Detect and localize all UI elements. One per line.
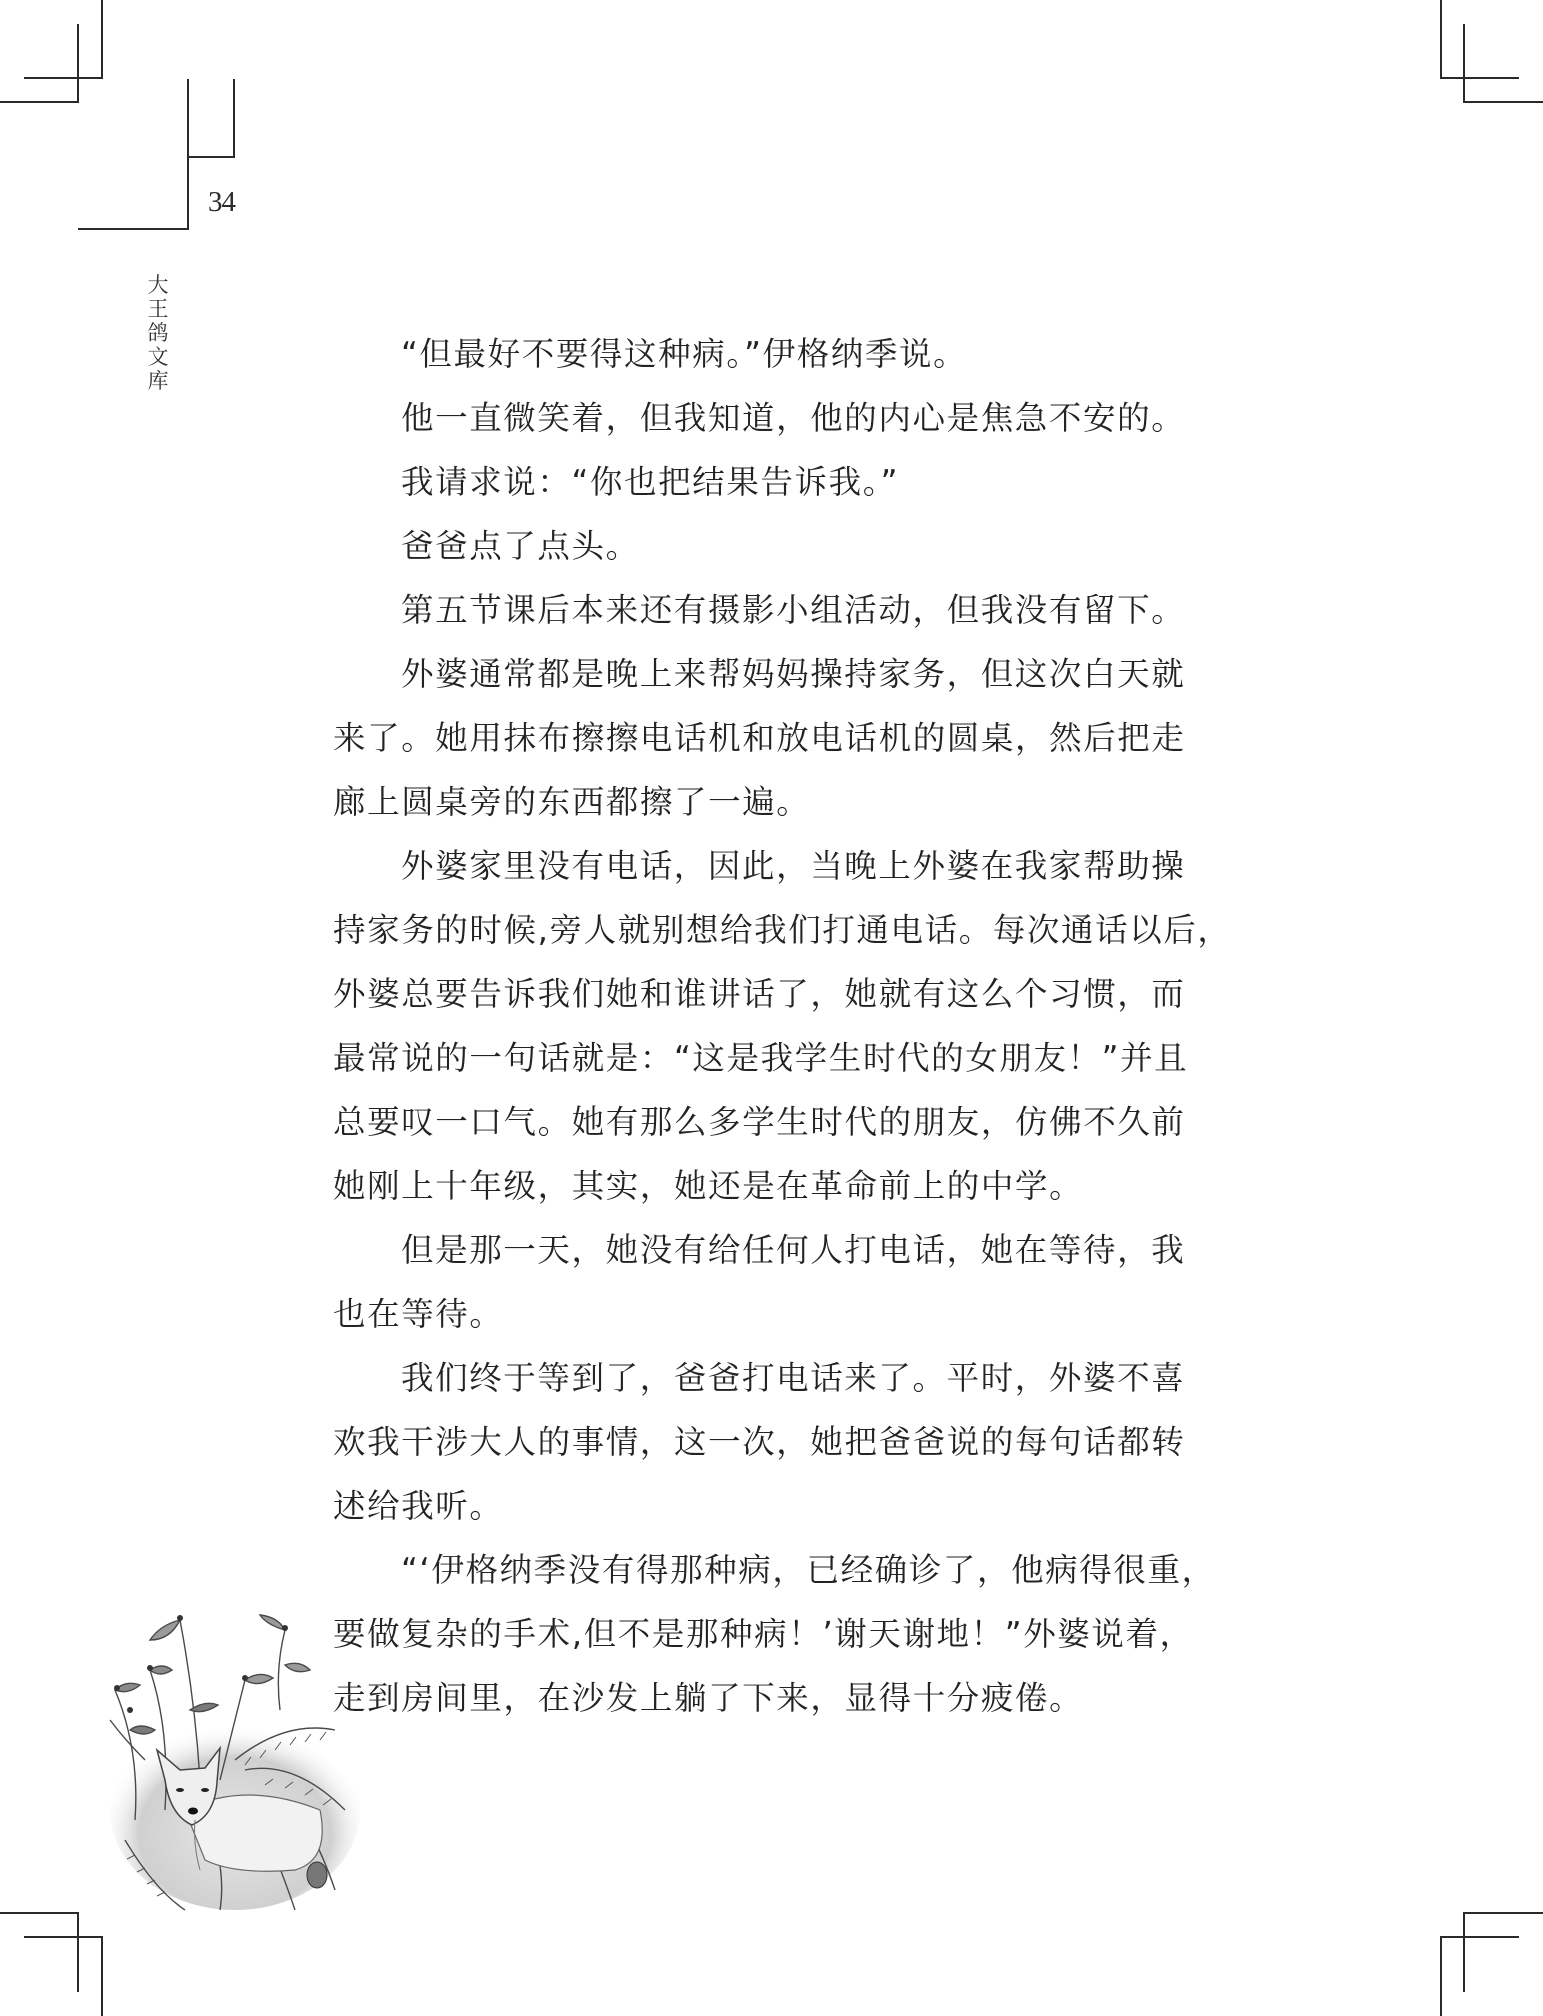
crop-mark [0, 1912, 79, 1914]
crop-mark [101, 1936, 103, 2016]
crop-mark [24, 1936, 103, 1938]
crop-mark [1440, 77, 1519, 79]
page-number-frame-rule [78, 228, 189, 230]
crop-mark [77, 24, 79, 103]
text-line: 也在等待。 [333, 1295, 504, 1333]
series-title-char: 王 [147, 297, 169, 321]
body-text [333, 322, 1232, 1730]
crop-mark [77, 1912, 79, 1992]
text-line: 我们终于等到了，爸爸打电话来了。平时，外婆不喜 [401, 1359, 1186, 1397]
text-line: 总要叹一口气。她有那么多学生时代的朋友，仿佛不久前 [333, 1103, 1186, 1141]
page-number-frame-rule [187, 156, 235, 158]
text-line: 但是那一天，她没有给任何人打电话，她在等待，我 [401, 1231, 1186, 1269]
text-line: “‘伊格纳季没有得那种病，已经确诊了，他病得很重， [401, 1551, 1216, 1589]
fox-in-grass-icon [95, 1610, 365, 1920]
crop-mark [1463, 101, 1543, 103]
text-line: 最常说的一句话就是：“这是我学生时代的女朋友！”并且 [333, 1039, 1189, 1077]
text-line: 她刚上十年级，其实，她还是在革命前上的中学。 [333, 1167, 1084, 1205]
series-title-char: 文 [147, 345, 169, 369]
series-title-char: 库 [147, 369, 169, 393]
text-line: 我请求说：“你也把结果告诉我。” [401, 463, 900, 501]
crop-mark [1463, 1912, 1543, 1914]
text-line: 外婆总要告诉我们她和谁讲话了，她就有这么个习惯，而 [333, 975, 1186, 1013]
crop-mark [0, 101, 79, 103]
text-line: 廊上圆桌旁的东西都擦了一遍。 [333, 783, 811, 821]
text-line: 外婆通常都是晚上来帮妈妈操持家务，但这次白天就 [401, 655, 1186, 693]
text-line: 持家务的时候,旁人就别想给我们打通电话。每次通话以后， [333, 911, 1232, 949]
series-title-char: 鸽 [147, 321, 169, 345]
text-line: 他一直微笑着，但我知道，他的内心是焦急不安的。 [401, 399, 1186, 437]
crop-mark [24, 77, 103, 79]
text-line: 欢我干涉大人的事情，这一次，她把爸爸说的每句话都转 [333, 1423, 1186, 1461]
text-line: 要做复杂的手术,但不是那种病！’谢天谢地！”外婆说着， [333, 1615, 1194, 1653]
text-line: 走到房间里，在沙发上躺了下来，显得十分疲倦。 [333, 1679, 1084, 1717]
crop-mark [101, 0, 103, 79]
crop-mark [1440, 1936, 1519, 1938]
crop-mark [1463, 1912, 1465, 1992]
page-number: 34 [208, 186, 235, 218]
text-line: 爸爸点了点头。 [401, 527, 640, 565]
crop-mark [1463, 24, 1465, 103]
text-line: 来了。她用抹布擦擦电话机和放电话机的圆桌，然后把走 [333, 719, 1186, 757]
fox-illustration [95, 1610, 365, 1920]
text-line: “但最好不要得这种病。”伊格纳季说。 [401, 335, 968, 373]
text-line: 外婆家里没有电话，因此，当晚上外婆在我家帮助操 [401, 847, 1186, 885]
crop-mark [1440, 1936, 1442, 2016]
text-line: 述给我听。 [333, 1487, 504, 1525]
series-title-char: 大 [147, 273, 169, 297]
crop-mark [1440, 0, 1442, 79]
page-number-frame-rule [187, 79, 189, 230]
page-number-frame-rule [233, 79, 235, 158]
text-line: 第五节课后本来还有摄影小组活动，但我没有留下。 [401, 591, 1186, 629]
series-title [146, 273, 170, 393]
